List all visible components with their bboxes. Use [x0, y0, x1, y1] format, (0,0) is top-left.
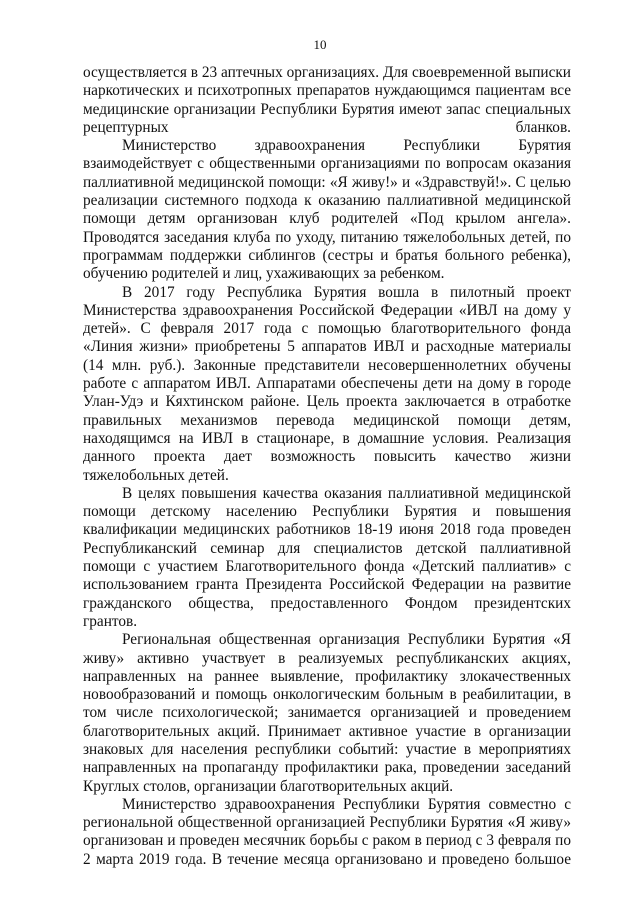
- paragraph-cancer-month: Министерство здравоохранения Республики Бурятия совместно с региональной общественной организацией Республики Бурятия «Я живу» организован и проведен месячник борьбы с раком в период с 3 февраля по 2 марта 2019 года. В течение месяца организовано и проведено большое: [83, 795, 571, 868]
- paragraph-pharmacy-prescriptions: осуществляется в 23 аптечных организациях. Для своевременной выписки наркотических и психотропных препаратов нуждающимся пациентам все медицинские организации Республики Бурятия имеют запас специальных рецептурных бланков.: [83, 64, 571, 136]
- paragraph-ministry-cooperation: Министерство здравоохранения Республики Бурятия взаимодействует с общественными организациями по вопросам оказания паллиативной медицинской помощи: «Я живу!» и «Здравствуй!». С целью реализации системного подхода к оказанию паллиативной медицинской помощи детям организован клуб родителей «Под крылом ангела». Проводятся заседания клуба по уходу, питанию тяжелобольных детей, по программам поддержки сиблингов (сестры и братья больного ребенка), обучению родителей и лиц, ухаживающих за ребенком.: [83, 137, 571, 283]
- page-number: 10: [313, 37, 327, 52]
- paragraph-ventilator-project: В 2017 году Республика Бурятия вошла в пилотный проект Министерства здравоохранения Российской Федерации «ИВЛ на дому у детей». С февраля 2017 года с помощью благотворительного фонда «Линия жизни» приобретены 5 аппаратов ИВЛ и расходные материалы: [83, 283, 571, 356]
- paragraph-seminar: В целях повышения качества оказания паллиативной медицинской помощи детскому населению Республики Бурятия и повышения квалификации медицинских работников 18-19 июня 2018 года проведен Республиканский семинар для специалистов детской паллиативной помощи с участием Благотворительного фонда «Детский паллиатив» с использованием гранта Президента Российской Федерации на развитие гражданского общества, предоставленного Фондом президентских грантов.: [83, 484, 571, 630]
- document-body: [83, 64, 571, 869]
- paragraph-ventilator-project-continued: (14 млн. руб.). Законные представители несовершеннолетних обучены работе с аппаратом ИВЛ. Аппаратами обеспечены дети на дому в городе Улан-Удэ и Кяхтинском районе. Цель проекта заключается в отработке правильных механизмов перевода медицинской помощи детям, находящимся на ИВЛ в стационаре, в домашние условия. Реализация данного проекта дает возможность повысить качество жизни тяжелобольных детей.: [83, 356, 571, 484]
- paragraph-ya-zhivu-organization: Региональная общественная организация Республики Бурятия «Я живу» активно участвует в реализуемых республиканских акциях, направленных на раннее выявление, профилактику злокачественных новообразований и помощь онкологическим больным в реабилитации, в том числе психологической; занимается организацией и проведением благотворительных акций. Принимает активное участие в организации знаковых для населения республики событий: участие в мероприятиях направленных на пропаганду профилактики рака, проведении заседаний Круглых столов, организации благотворительных акций.: [83, 631, 571, 795]
